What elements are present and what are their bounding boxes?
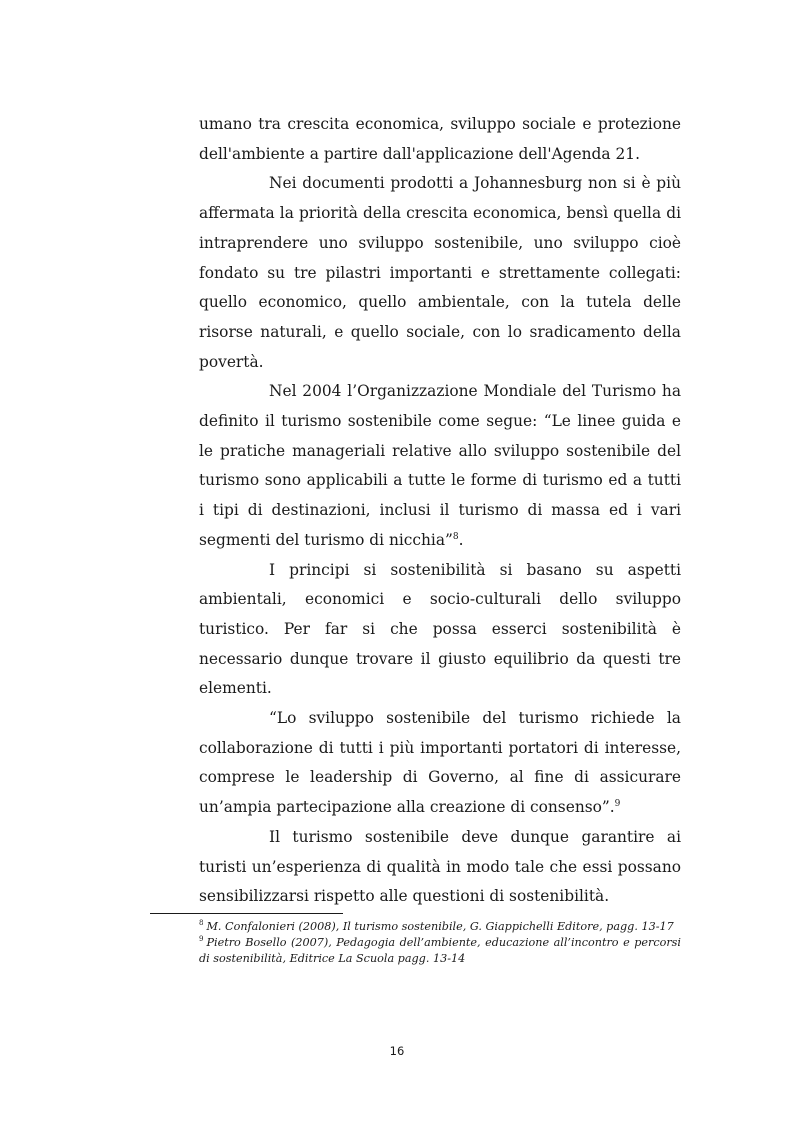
- paragraph-principles: I principi si sostenibilità si basano su aspetti ambientali, economici e socio-culturali dello sviluppo turistico. Per far si che possa esserci sostenibilità è necessario dunque trovare il giusto equilibrio da questi tre elementi.: [199, 560, 681, 698]
- paragraph-continuation: umano tra crescita economica, sviluppo sociale e protezione dell'ambiente a partire dall'applicazione dell'Agenda 21.: [199, 115, 681, 163]
- body-text: [199, 110, 681, 912]
- paragraph-johannesburg: Nei documenti prodotti a Johannesburg non si è più affermata la priorità della crescita economica, bensì quella di intraprendere uno sviluppo sostenibile, uno sviluppo cioè fondato su tre pilastri importanti e strettamente collegati: quello economico, quello ambientale, con la tutela delle risorse naturali, e quello sociale, con lo sradicamento della povertà.: [199, 174, 681, 371]
- paragraph-quote-collaboration: “Lo sviluppo sostenibile del turismo richiede la collaborazione di tutti i più importanti portatori di interesse, comprese le leadership di Governo, al fine di assicurare un’ampia partecipazione alla creazione di consenso”.$^9$: [199, 709, 681, 817]
- footnote-text: M. Confalonieri (2008), Il turismo sostenibile, G. Giappichelli Editore, pagg. 13-17: [206, 920, 674, 933]
- paragraph-omt-definition: Nel 2004 l’Organizzazione Mondiale del Turismo ha definito il turismo sostenibile come segue: “Le linee guida e le pratiche manageriali relative allo sviluppo sostenibile del turismo sono applicabili a tutte le forme di turismo ed a tutti i tipi di destinazioni, inclusi il turismo di massa ed i vari segmenti del turismo di nicchia”$^8$.: [199, 382, 681, 549]
- footnote-9: [199, 935, 681, 967]
- footnote-separator: [150, 913, 343, 914]
- footnote-ref-9[interactable]: 9: [614, 799, 621, 810]
- paragraph-conclusion: Il turismo sostenibile deve dunque garantire ai turisti un’esperienza di qualità in modo tale che essi possano sensibilizzarsi rispetto alle questioni di sostenibilità.: [199, 827, 681, 906]
- footnote-number: 9: [199, 935, 204, 944]
- footnote-text: Pietro Bosello (2007), Pedagogia dell’ambiente, educazione all’incontro e percorsi di sostenibilità, Editrice La Scuola pagg. 13-14: [199, 936, 681, 965]
- footnote-number: 8: [199, 919, 204, 928]
- footnote-8: [199, 919, 681, 935]
- page-number: 16: [389, 1044, 405, 1058]
- footnotes: [199, 919, 681, 967]
- footnote-ref-8[interactable]: 8: [452, 531, 459, 542]
